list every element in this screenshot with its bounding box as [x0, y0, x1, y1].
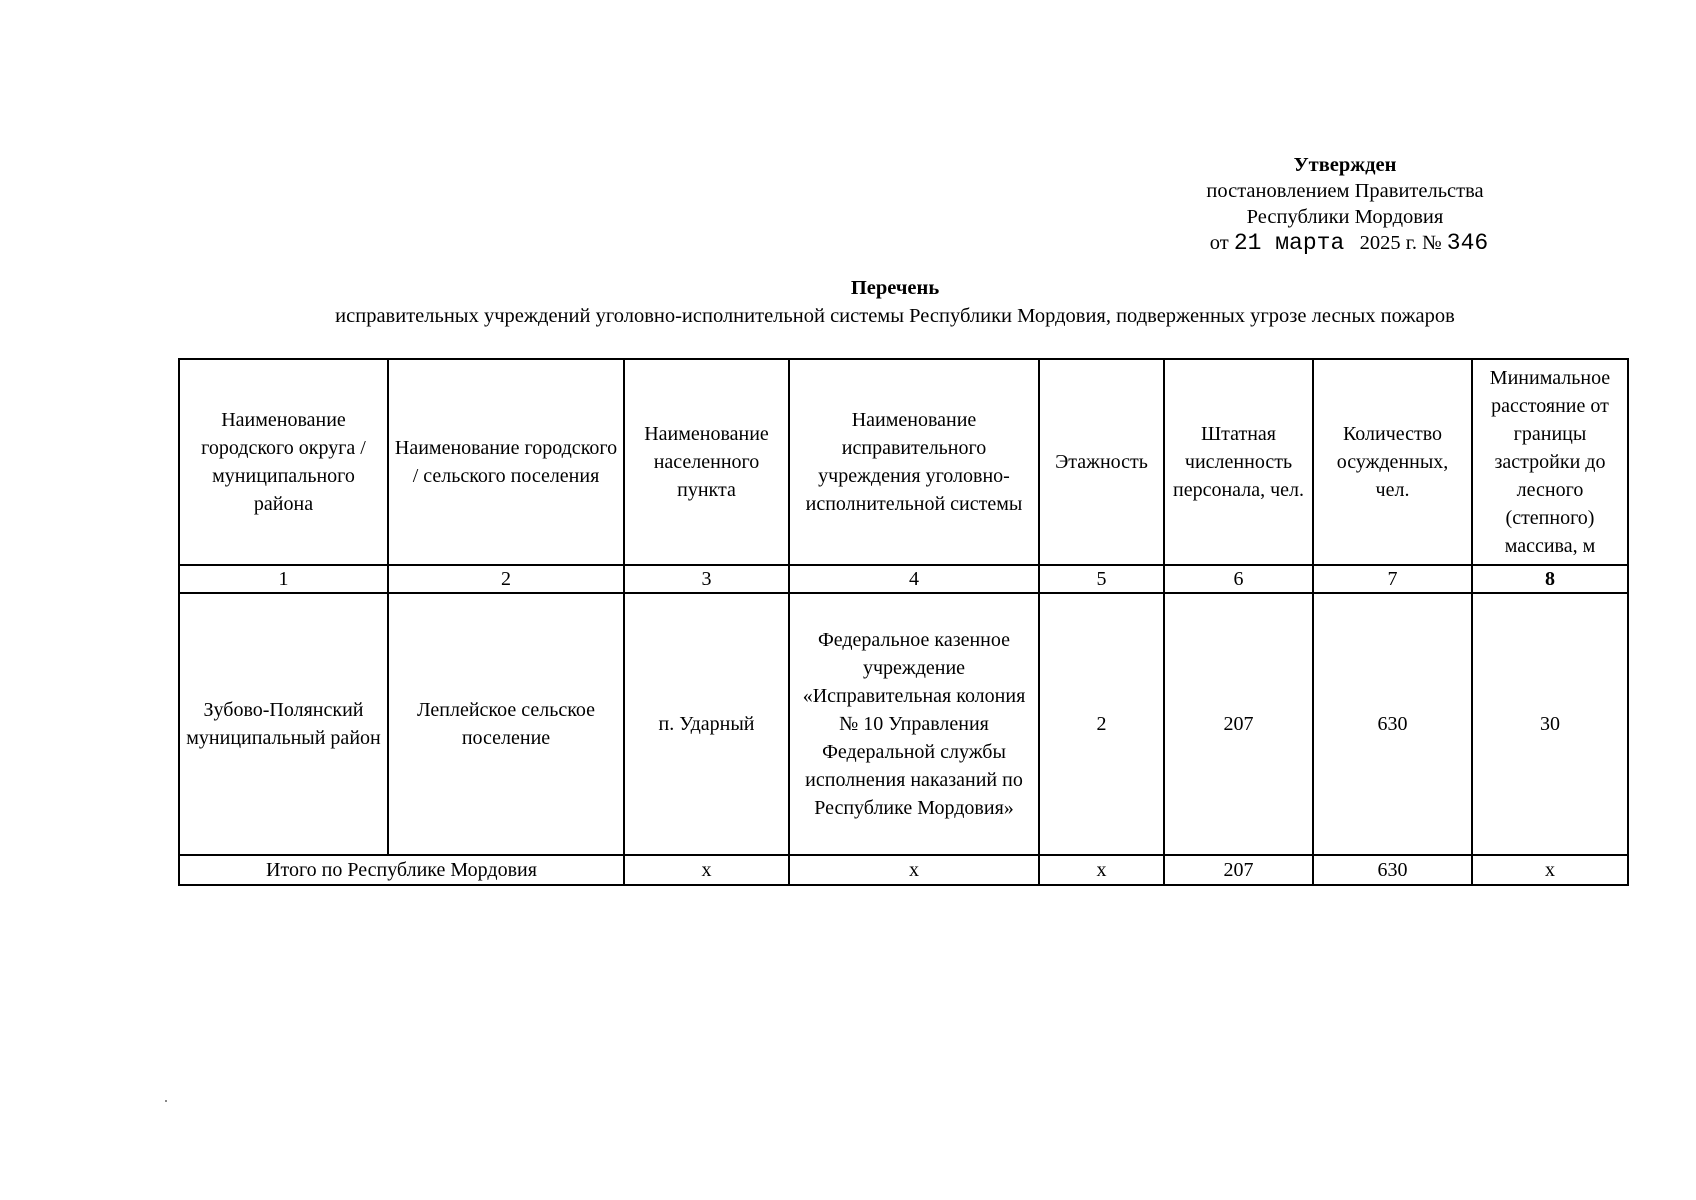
column-number: 3 [624, 565, 789, 593]
total-cell: х [1472, 855, 1628, 885]
header-cell: Штатная численность персонала, чел. [1164, 359, 1313, 565]
header-cell: Наименование городского / сельского поселения [388, 359, 624, 565]
column-number: 1 [179, 565, 388, 593]
table-header-row [179, 359, 1628, 565]
institutions-table [178, 358, 1629, 886]
decree-number: 346 [1446, 230, 1489, 256]
document-subtitle: исправительных учреждений уголовно-исполнительной системы Республики Мордовия, подверженных угрозе лесных пожаров [335, 305, 1455, 327]
total-cell: х [789, 855, 1039, 885]
column-number: 7 [1313, 565, 1472, 593]
total-staff: 207 [1164, 855, 1313, 885]
header-cell: Количество осужденных, чел. [1313, 359, 1472, 565]
column-number-row [179, 565, 1628, 593]
date-prefix: от [1209, 232, 1229, 254]
scan-speck [165, 1100, 167, 1102]
approval-line-republic: Республики Мордовия [1246, 206, 1444, 228]
header-cell: Наименование исправительного учреждения уголовно-исполнительной системы [789, 359, 1039, 565]
cell-staff: 207 [1164, 593, 1313, 855]
header-cell: Наименование населенного пункта [624, 359, 789, 565]
cell-locality: п. Ударный [624, 593, 789, 855]
cell-institution: Федеральное казенное учреждение «Исправительная колония № 10 Управления Федеральной службы исполнения наказаний по Республике Мордовия» [789, 593, 1039, 855]
total-cell: х [624, 855, 789, 885]
cell-min-distance: 30 [1472, 593, 1628, 855]
approval-block [1150, 152, 1540, 256]
header-cell: Наименование городского округа / муниципального района [179, 359, 388, 565]
cell-district: Зубово-Полянский муниципальный район [179, 593, 388, 855]
column-number: 5 [1039, 565, 1164, 593]
column-number: 4 [789, 565, 1039, 593]
document-title: Перечень [850, 277, 940, 299]
date-year: 2025 г. № [1359, 232, 1442, 254]
approval-title: Утвержден [1293, 154, 1397, 176]
header-cell: Этажность [1039, 359, 1164, 565]
header-cell: Минимальное расстояние от границы застройки до лесного (степного) массива, м [1472, 359, 1628, 565]
total-row [179, 855, 1628, 885]
total-label: Итого по Республике Мордовия [179, 855, 624, 885]
date-handwritten: 21 марта [1233, 230, 1345, 256]
cell-settlement: Леплейское сельское поселение [388, 593, 624, 855]
approval-line-government: постановлением Правительства [1206, 180, 1484, 202]
column-number: 8 [1472, 565, 1628, 593]
total-cell: х [1039, 855, 1164, 885]
cell-convicts: 630 [1313, 593, 1472, 855]
document-heading [240, 274, 1550, 330]
column-number: 2 [388, 565, 624, 593]
table-row [179, 593, 1628, 855]
approval-date-line [1154, 230, 1544, 256]
cell-floors: 2 [1039, 593, 1164, 855]
total-convicts: 630 [1313, 855, 1472, 885]
column-number: 6 [1164, 565, 1313, 593]
